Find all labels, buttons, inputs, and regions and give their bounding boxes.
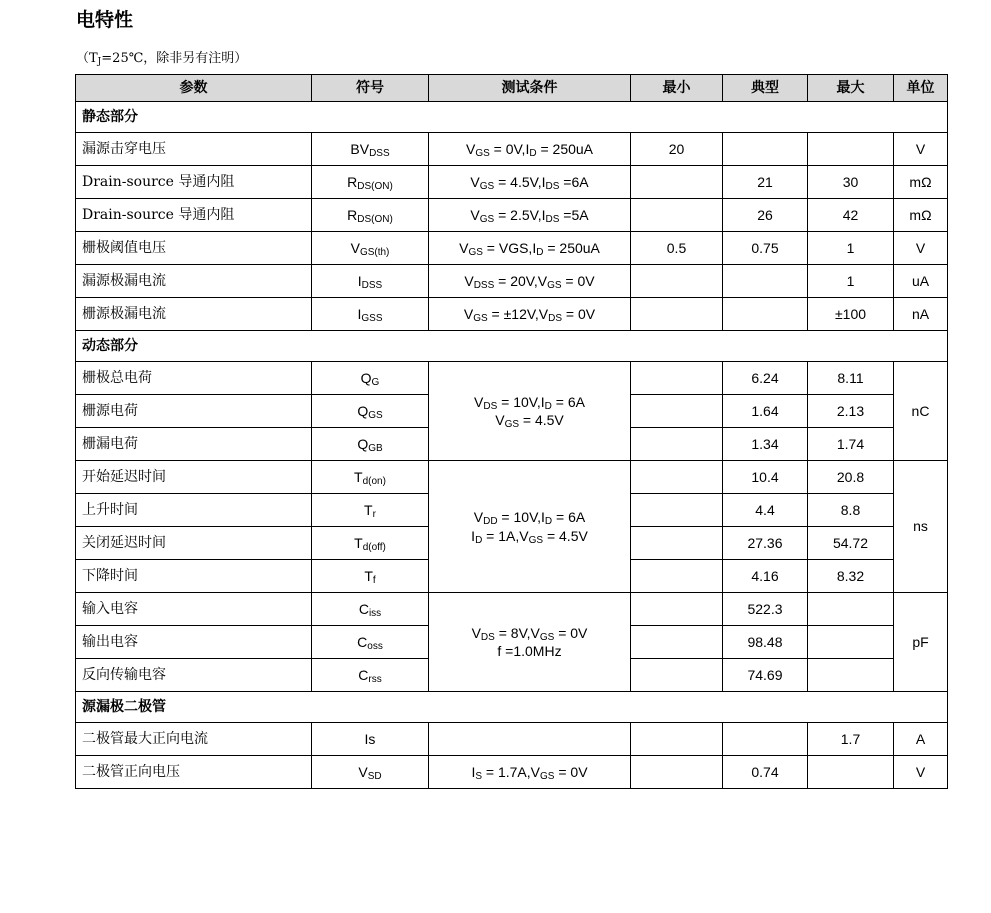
typ-cell: 4.16: [723, 560, 808, 593]
typ-cell: 0.74: [723, 756, 808, 789]
unit-cell: ns: [894, 461, 948, 593]
condition-text: I: [471, 527, 476, 544]
symbol-cell: [312, 723, 429, 756]
condition-line: [429, 624, 630, 642]
condition-subscript: D: [475, 534, 483, 546]
unit-cell: mΩ: [894, 199, 948, 232]
section-dynamic: 动态部分: [76, 331, 948, 362]
min-cell: [631, 298, 723, 331]
section-static: 静态部分: [76, 102, 948, 133]
section-row: [76, 102, 948, 133]
table-row: [76, 232, 948, 265]
param-cell: 输出电容: [76, 626, 312, 659]
typ-cell: [723, 723, 808, 756]
max-cell: [808, 133, 894, 166]
test-conditions-note: [76, 47, 247, 66]
min-cell: 0.5: [631, 232, 723, 265]
condition-cell: [429, 298, 631, 331]
symbol-cell: [312, 133, 429, 166]
condition-text: =5A: [559, 206, 589, 223]
symbol-subscript: f: [372, 574, 376, 586]
condition-text: = 20V,V: [494, 272, 548, 289]
min-cell: [631, 362, 723, 395]
electrical-characteristics-table: [75, 74, 948, 789]
unit-cell: nC: [894, 362, 948, 461]
symbol-subscript: GSS: [361, 312, 383, 324]
min-cell: [631, 199, 723, 232]
table-row: [76, 298, 948, 331]
unit-cell: A: [894, 723, 948, 756]
condition-text: = 1.7A,V: [482, 763, 540, 780]
symbol-cell: [312, 362, 429, 395]
condition-subscript: GS: [479, 213, 495, 225]
condition-text: = 250uA: [543, 239, 600, 256]
symbol-cell: [312, 461, 429, 494]
table-row: [76, 461, 948, 494]
condition-cell: [429, 166, 631, 199]
condition-text: =6A: [559, 173, 589, 190]
param-cell: Drain-source 导通内阻: [76, 166, 312, 199]
symbol-cell: [312, 265, 429, 298]
min-cell: [631, 527, 723, 560]
min-cell: [631, 166, 723, 199]
table-body: [76, 102, 948, 789]
page-title: 电特性: [76, 9, 134, 31]
condition-subscript: DS: [545, 180, 560, 192]
max-cell: 1.74: [808, 428, 894, 461]
typ-cell: [723, 265, 808, 298]
symbol-subscript: DSS: [369, 147, 390, 159]
min-cell: [631, 756, 723, 789]
min-cell: [631, 461, 723, 494]
condition-text: = 6A: [551, 393, 585, 410]
table-row: [76, 593, 948, 626]
table-row: [76, 199, 948, 232]
symbol-cell: [312, 395, 429, 428]
typ-cell: 1.64: [723, 395, 808, 428]
symbol-main: V: [358, 763, 368, 780]
symbol-cell: [312, 593, 429, 626]
symbol-subscript: oss: [367, 640, 383, 652]
condition-text: = 0V: [562, 305, 596, 322]
symbol-cell: [312, 199, 429, 232]
symbol-main: C: [357, 633, 368, 650]
max-cell: 30: [808, 166, 894, 199]
param-cell: 输入电容: [76, 593, 312, 626]
condition-subscript: D: [544, 516, 553, 528]
condition-cell: [429, 593, 631, 692]
table-row: [76, 756, 948, 789]
condition-subscript: GS: [473, 312, 488, 324]
param-cell: 栅极总电荷: [76, 362, 312, 395]
symbol-cell: [312, 560, 429, 593]
condition-text: = 0V: [554, 763, 588, 780]
symbol-subscript: GB: [368, 442, 383, 454]
symbol-cell: [312, 166, 429, 199]
section-row: [76, 692, 948, 723]
header-unit: 单位: [894, 75, 948, 102]
symbol-main: Q: [357, 402, 369, 419]
min-cell: [631, 593, 723, 626]
max-cell: 8.8: [808, 494, 894, 527]
condition-subscript: GS: [468, 246, 483, 258]
max-cell: 42: [808, 199, 894, 232]
header-min: 最小: [631, 75, 723, 102]
condition-text: V: [471, 624, 481, 641]
table-row: [76, 133, 948, 166]
symbol-cell: [312, 232, 429, 265]
condition-subscript: GS: [504, 419, 520, 430]
condition-subscript: DSS: [473, 279, 495, 291]
conditions-open: （T: [76, 51, 98, 66]
symbol-cell: [312, 756, 429, 789]
symbol-main: C: [358, 600, 369, 617]
condition-line: [429, 393, 630, 411]
typ-cell: 27.36: [723, 527, 808, 560]
condition-cell: [429, 199, 631, 232]
symbol-main: T: [354, 468, 363, 485]
symbol-main: I: [357, 305, 362, 322]
condition-text: V: [473, 509, 484, 526]
min-cell: [631, 626, 723, 659]
typ-cell: 26: [723, 199, 808, 232]
unit-cell: mΩ: [894, 166, 948, 199]
condition-text: V: [459, 239, 469, 256]
condition-subscript: D: [544, 400, 552, 412]
condition-text: V: [470, 206, 480, 223]
max-cell: ±100: [808, 298, 894, 331]
condition-text: = 0V: [561, 272, 595, 289]
table-row: [76, 265, 948, 298]
condition-subscript: DS: [483, 400, 498, 412]
table-row: [76, 723, 948, 756]
condition-text: = 4.5V: [543, 527, 588, 544]
symbol-subscript: DSS: [361, 279, 383, 291]
condition-cell: [429, 232, 631, 265]
symbol-main: T: [364, 501, 373, 518]
typ-cell: 6.24: [723, 362, 808, 395]
conditions-subscript: J: [97, 57, 102, 67]
condition-text: = 250uA: [536, 140, 594, 157]
typ-cell: 0.75: [723, 232, 808, 265]
symbol-main: Q: [360, 369, 372, 386]
symbol-cell: [312, 626, 429, 659]
min-cell: [631, 723, 723, 756]
symbol-main: BV: [350, 140, 370, 157]
min-cell: [631, 395, 723, 428]
symbol-main: Q: [357, 435, 369, 452]
max-cell: 8.11: [808, 362, 894, 395]
max-cell: [808, 626, 894, 659]
symbol-cell: [312, 428, 429, 461]
header-typ: 典型: [723, 75, 808, 102]
condition-line: [429, 642, 630, 660]
condition-subscript: DS: [545, 213, 560, 225]
condition-text: V: [495, 412, 505, 428]
param-cell: Drain-source 导通内阻: [76, 199, 312, 232]
condition-subscript: D: [529, 147, 537, 159]
condition-text: = ±12V,V: [487, 305, 549, 322]
max-cell: [808, 756, 894, 789]
max-cell: 54.72: [808, 527, 894, 560]
param-cell: 栅漏电荷: [76, 428, 312, 461]
param-cell: 反向传输电容: [76, 659, 312, 692]
param-cell: 开始延迟时间: [76, 461, 312, 494]
param-cell: 下降时间: [76, 560, 312, 593]
max-cell: 1: [808, 265, 894, 298]
param-cell: 二极管正向电压: [76, 756, 312, 789]
condition-cell: [429, 756, 631, 789]
param-cell: 关闭延迟时间: [76, 527, 312, 560]
max-cell: 20.8: [808, 461, 894, 494]
param-cell: 二极管最大正向电流: [76, 723, 312, 756]
min-cell: [631, 560, 723, 593]
condition-text: I: [471, 763, 476, 780]
condition-subscript: GS: [528, 534, 544, 546]
condition-cell: [429, 265, 631, 298]
condition-text: f =1.0MHz: [497, 643, 562, 659]
condition-cell: [429, 362, 631, 461]
condition-subscript: D: [536, 246, 544, 258]
symbol-subscript: rss: [368, 673, 382, 685]
max-cell: 2.13: [808, 395, 894, 428]
symbol-main: T: [364, 567, 373, 584]
symbol-subscript: GS(th): [359, 246, 390, 258]
condition-cell: [429, 723, 631, 756]
symbol-subscript: d(on): [362, 475, 386, 487]
typ-cell: 4.4: [723, 494, 808, 527]
unit-cell: V: [894, 756, 948, 789]
typ-cell: 522.3: [723, 593, 808, 626]
typ-cell: [723, 133, 808, 166]
condition-line: [429, 527, 630, 545]
condition-subscript: GS: [475, 147, 490, 159]
param-cell: 栅源极漏电流: [76, 298, 312, 331]
condition-text: V: [470, 173, 480, 190]
header-max: 最大: [808, 75, 894, 102]
unit-cell: pF: [894, 593, 948, 692]
condition-cell: [429, 461, 631, 593]
typ-cell: 98.48: [723, 626, 808, 659]
typ-cell: 21: [723, 166, 808, 199]
condition-text: = 1A,V: [482, 527, 529, 544]
header-condition: 测试条件: [429, 75, 631, 102]
symbol-subscript: iss: [368, 607, 382, 619]
condition-line: [429, 508, 630, 526]
param-cell: 栅极阈值电压: [76, 232, 312, 265]
typ-cell: 10.4: [723, 461, 808, 494]
condition-text: V: [464, 272, 474, 289]
header-symbol: 符号: [312, 75, 429, 102]
symbol-subscript: DS(ON): [357, 180, 393, 192]
condition-text: = 0V,I: [489, 140, 530, 157]
condition-text: = 10V,I: [497, 509, 545, 526]
symbol-cell: [312, 659, 429, 692]
conditions-rest: =25℃，除非另有注明）: [101, 51, 248, 66]
condition-line: [429, 411, 630, 429]
symbol-cell: [312, 298, 429, 331]
symbol-cell: [312, 494, 429, 527]
typ-cell: [723, 298, 808, 331]
unit-cell: uA: [894, 265, 948, 298]
condition-text: V: [474, 393, 484, 410]
symbol-main: T: [354, 534, 363, 551]
min-cell: [631, 428, 723, 461]
condition-subscript: GS: [539, 631, 555, 643]
param-cell: 漏源击穿电压: [76, 133, 312, 166]
table-header-row: [76, 75, 948, 102]
symbol-main: C: [358, 666, 369, 683]
max-cell: [808, 659, 894, 692]
param-cell: 栅源电荷: [76, 395, 312, 428]
min-cell: [631, 659, 723, 692]
symbol-main: I: [357, 272, 362, 289]
symbol-subscript: DS(ON): [357, 213, 393, 225]
condition-text: = 8V,V: [494, 624, 540, 641]
condition-text: = 0V: [554, 624, 588, 641]
symbol-main: R: [347, 173, 358, 190]
symbol-main: R: [347, 206, 358, 223]
table-row: [76, 166, 948, 199]
condition-text: = VGS,I: [482, 239, 537, 256]
condition-text: = 4.5V: [519, 412, 564, 428]
condition-text: V: [465, 140, 476, 157]
symbol-cell: [312, 527, 429, 560]
max-cell: 1.7: [808, 723, 894, 756]
max-cell: 1: [808, 232, 894, 265]
condition-text: = 6A: [552, 509, 586, 526]
symbol-subscript: r: [372, 508, 376, 520]
table-row: [76, 362, 948, 395]
unit-cell: V: [894, 133, 948, 166]
symbol-subscript: GS: [368, 409, 383, 421]
unit-cell: nA: [894, 298, 948, 331]
condition-text: = 10V,I: [497, 393, 545, 410]
typ-cell: 74.69: [723, 659, 808, 692]
condition-subscript: GS: [479, 180, 495, 192]
condition-subscript: GS: [540, 770, 555, 782]
condition-text: V: [463, 305, 474, 322]
symbol-main: V: [350, 239, 360, 256]
section-row: [76, 331, 948, 362]
symbol-subscript: G: [371, 376, 380, 388]
symbol-subscript: d(off): [362, 541, 386, 553]
typ-cell: 1.34: [723, 428, 808, 461]
header-param: 参数: [76, 75, 312, 102]
param-cell: 上升时间: [76, 494, 312, 527]
min-cell: 20: [631, 133, 723, 166]
condition-subscript: GS: [547, 279, 562, 291]
min-cell: [631, 265, 723, 298]
param-cell: 漏源极漏电流: [76, 265, 312, 298]
condition-text: = 2.5V,I: [494, 206, 546, 223]
condition-subscript: DS: [548, 312, 563, 324]
section-diode: 源漏极二极管: [76, 692, 948, 723]
symbol-main: Is: [364, 730, 376, 747]
condition-cell: [429, 133, 631, 166]
min-cell: [631, 494, 723, 527]
max-cell: [808, 593, 894, 626]
symbol-subscript: SD: [367, 770, 382, 782]
condition-text: = 4.5V,I: [494, 173, 546, 190]
max-cell: 8.32: [808, 560, 894, 593]
unit-cell: V: [894, 232, 948, 265]
condition-subscript: DD: [483, 516, 498, 528]
condition-subscript: DS: [480, 631, 495, 643]
condition-subscript: S: [475, 770, 483, 782]
